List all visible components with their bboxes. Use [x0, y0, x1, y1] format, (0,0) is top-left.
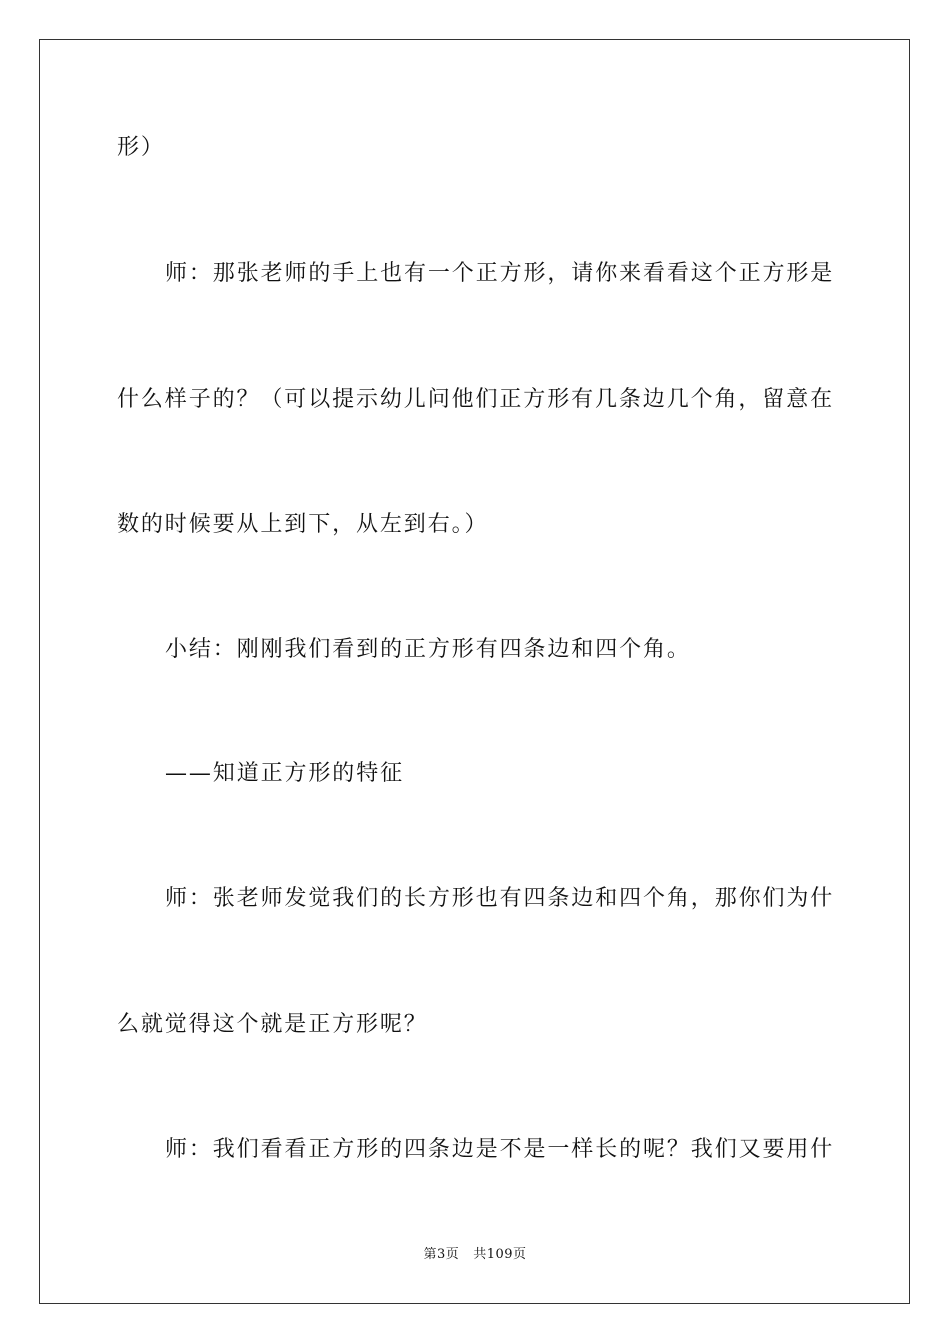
text-line: 么就觉得这个就是正方形呢？ — [117, 1012, 428, 1037]
text-line: ——知道正方形的特征 — [165, 761, 405, 786]
page-total: 共109页 — [473, 1247, 527, 1262]
text-line: 小结：刚刚我们看到的正方形有四条边和四个角。 — [165, 637, 691, 662]
page-footer — [0, 1246, 950, 1264]
text-line: 师：那张老师的手上也有一个正方形，请你来看看这个正方形是 — [165, 261, 835, 286]
text-line: 数的时候要从上到下，从左到右。） — [117, 512, 489, 537]
text-line: 师：张老师发觉我们的长方形也有四条边和四个角，那你们为什 — [165, 886, 835, 911]
page-number: 第3页 — [423, 1247, 460, 1262]
text-line: 师：我们看看正方形的四条边是不是一样长的呢？我们又要用什 — [165, 1137, 835, 1162]
page-border — [39, 39, 910, 1304]
text-line: 什么样子的？（可以提示幼儿问他们正方形有几条边几个角，留意在 — [117, 387, 835, 412]
text-line: 形） — [117, 135, 165, 160]
